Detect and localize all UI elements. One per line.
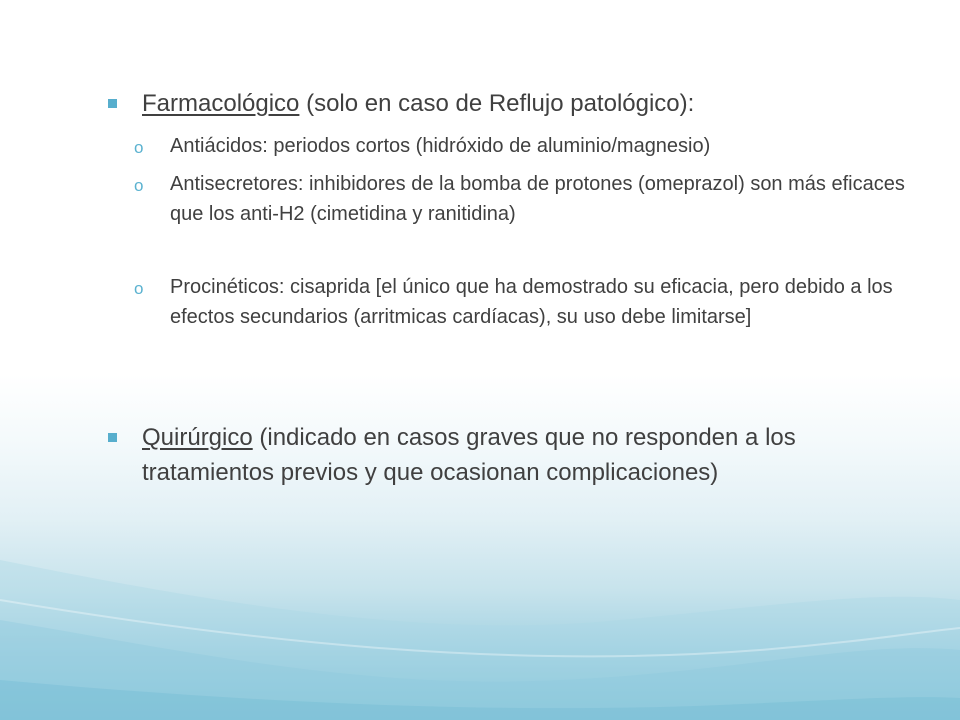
circle-bullet-icon: o: [134, 138, 144, 157]
square-bullet-icon: [108, 429, 124, 445]
subitem-antisecretores: Antisecretores: inhibidores de la bomba de protones (omeprazol) son más eficaces que los anti-H2 (cimetidina y ranitidina): [170, 173, 905, 225]
bullet-farmacologico-rest: (solo en caso de Reflujo patológico):: [299, 90, 695, 117]
bullet-farmacologico: [142, 86, 902, 121]
square-bullet-icon: [108, 95, 124, 111]
circle-bullet-icon: o: [134, 279, 144, 298]
subitem-antiacidos: Antiácidos: periodos cortos (hidróxido de aluminio/magnesio): [170, 135, 711, 157]
keyword-farmacologico: Farmacológico: [142, 90, 300, 117]
circle-bullet-icon: o: [134, 176, 144, 195]
keyword-quirurgico: Quirúrgico: [142, 424, 253, 451]
bullet-quirurgico-rest: (indicado en casos graves que no responden a los tratamientos previos y que ocasionan complicaciones): [142, 424, 796, 486]
subitem-procineticos: Procinéticos: cisaprida [el único que ha demostrado su eficacia, pero debido a los efectos secundarios (arritmicas cardíacas), su uso debe limitarse]: [170, 276, 893, 328]
bullet-quirurgico: [142, 420, 882, 490]
